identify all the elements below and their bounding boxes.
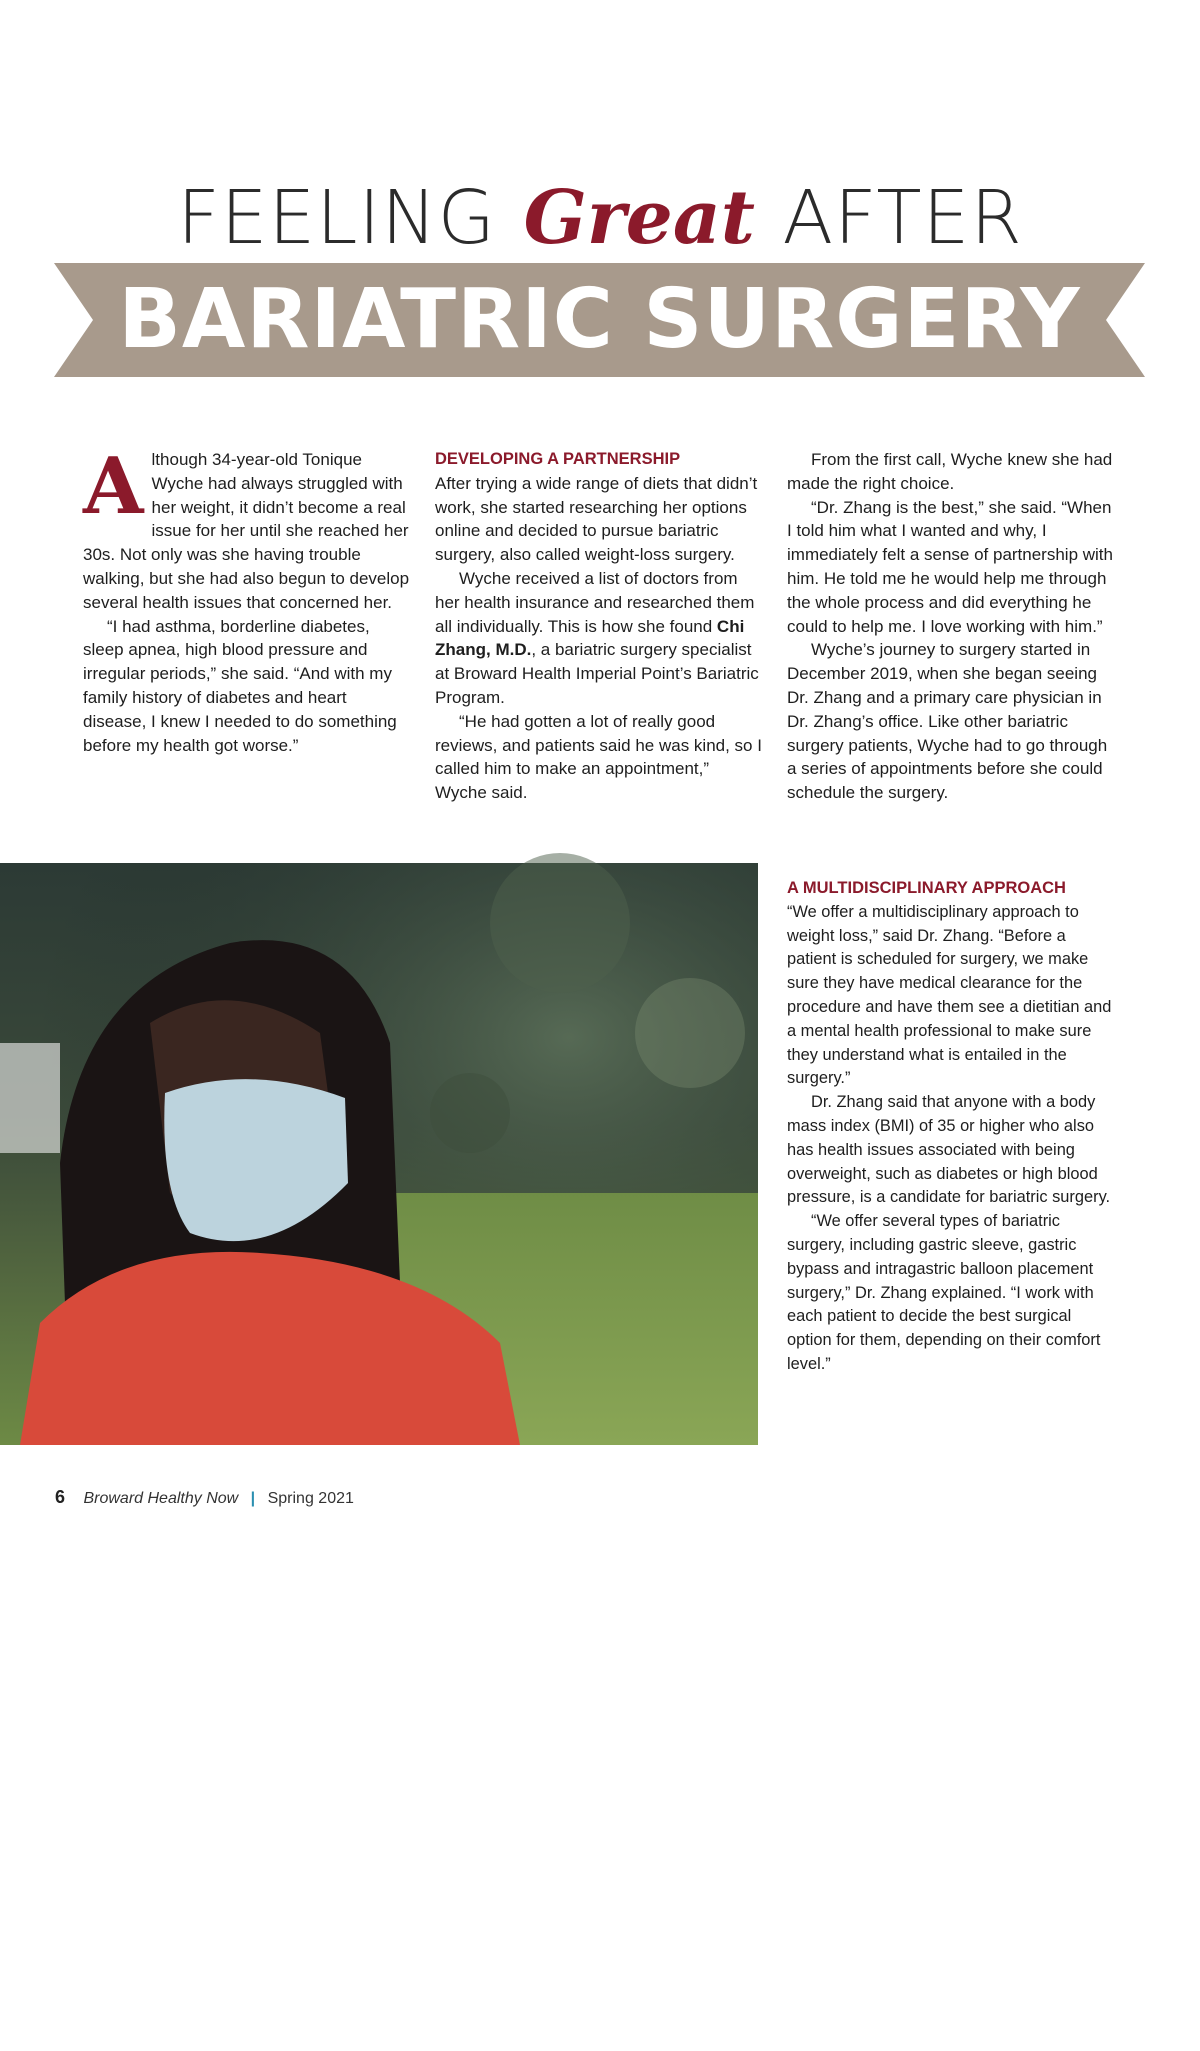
issue-date: Spring 2021 xyxy=(267,1490,354,1507)
article-column-3-lower xyxy=(787,877,1119,1377)
publication-name: Broward Healthy Now xyxy=(83,1490,239,1507)
paragraph xyxy=(435,567,765,710)
paragraph: Wyche’s journey to surgery started in December 2019, when she began seeing Dr. Zhang and a primary care physician in Dr. Zhang’s office. Like other bariatric surgery patients, Wyche had to go through a series of appointments before she could schedule the surgery. xyxy=(787,640,1108,803)
drop-cap: A xyxy=(83,441,144,532)
paragraph: “We offer a multidisciplinary approach to weight loss,” said Dr. Zhang. “Before a patient is scheduled for surgery, we make sure they have medical clearance for the procedure and have them see a dietitian and a mental health professional to make sure they understand what is entailed in the surgery.” xyxy=(787,902,1112,1088)
footer-separator: | xyxy=(250,1490,256,1507)
intro-text: lthough 34-year-old Tonique Wyche had always struggled with her weight, it didn’t become a real issue for her until she reached her 30s. Not only was she having trouble walking, but she had also begun to develop several health issues that concerned her. xyxy=(83,450,410,612)
headline-accent: Great xyxy=(523,175,755,261)
paragraph: “He had gotten a lot of really good reviews, and patients said he was kind, so I called him to make an appointment,” Wyche said. xyxy=(435,711,762,803)
paragraph: After trying a wide range of diets that didn’t work, she started researching her options online and decided to pursue bariatric surgery, also called weight-loss surgery. xyxy=(435,473,758,565)
headline-pre: FEELING xyxy=(177,175,497,261)
banner-title: BARIATRIC SURGERY xyxy=(118,272,1081,367)
headline-post: AFTER xyxy=(782,175,1023,261)
text-run: Wyche received a list of doctors from her health insurance and researched them all individually. This is how she found xyxy=(435,568,755,636)
page-footer xyxy=(55,1487,354,1508)
pull-quote: “DR. ZHANG IS THE BEST. WHEN I TOLD HIM WHAT I WANTED AND WHY, I IMMEDIATELY FELT A SENSE OF PARTNERSHIP WITH HIM.” xyxy=(400,1816,738,2045)
paragraph: “We offer several types of bariatric surgery, including gastric sleeve, gastric bypass and intragastric balloon placement surgery,” Dr. Zhang explained. “I work with each patient to decide the best surgical option for them, depending on their comfort level.” xyxy=(787,1212,1101,1373)
title-banner xyxy=(54,263,1145,377)
article-column-1 xyxy=(83,441,413,757)
text-run: , a bariatric surgery specialist at Broward Health Imperial Point’s Bariatric Program. xyxy=(435,640,759,707)
article-column-2 xyxy=(435,448,765,805)
section-heading: DEVELOPING A PARTNERSHIP xyxy=(435,450,681,468)
section-heading: A MULTIDISCIPLINARY APPROACH xyxy=(787,879,1066,897)
paragraph: “Dr. Zhang is the best,” she said. “When I told him what I wanted and why, I immediately felt a sense of partnership with him. He told me he would help me through the whole process and did everything he could to help me. I love working with him.” xyxy=(787,497,1113,636)
patient-photo-illustration xyxy=(0,863,758,1445)
article-column-3 xyxy=(787,448,1119,805)
page-number: 6 xyxy=(55,1487,66,1507)
paragraph: Dr. Zhang said that anyone with a body mass index (BMI) of 35 or higher who also has health issues associated with being overweight, such as diabetes or high blood pressure, is a candidate for bariatric surgery. xyxy=(787,1093,1111,1207)
paragraph: “I had asthma, borderline diabetes, sleep apnea, high blood pressure and irregular periods,” she said. “And with my family history of diabetes and heart disease, I knew I needed to do something before my health got worse.” xyxy=(83,616,397,755)
headline xyxy=(0,172,1200,264)
intro-paragraph xyxy=(83,441,413,615)
doctor-name: Chi Zhang, M.D. xyxy=(435,616,745,660)
paragraph: From the first call, Wyche knew she had made the right choice. xyxy=(787,450,1113,493)
